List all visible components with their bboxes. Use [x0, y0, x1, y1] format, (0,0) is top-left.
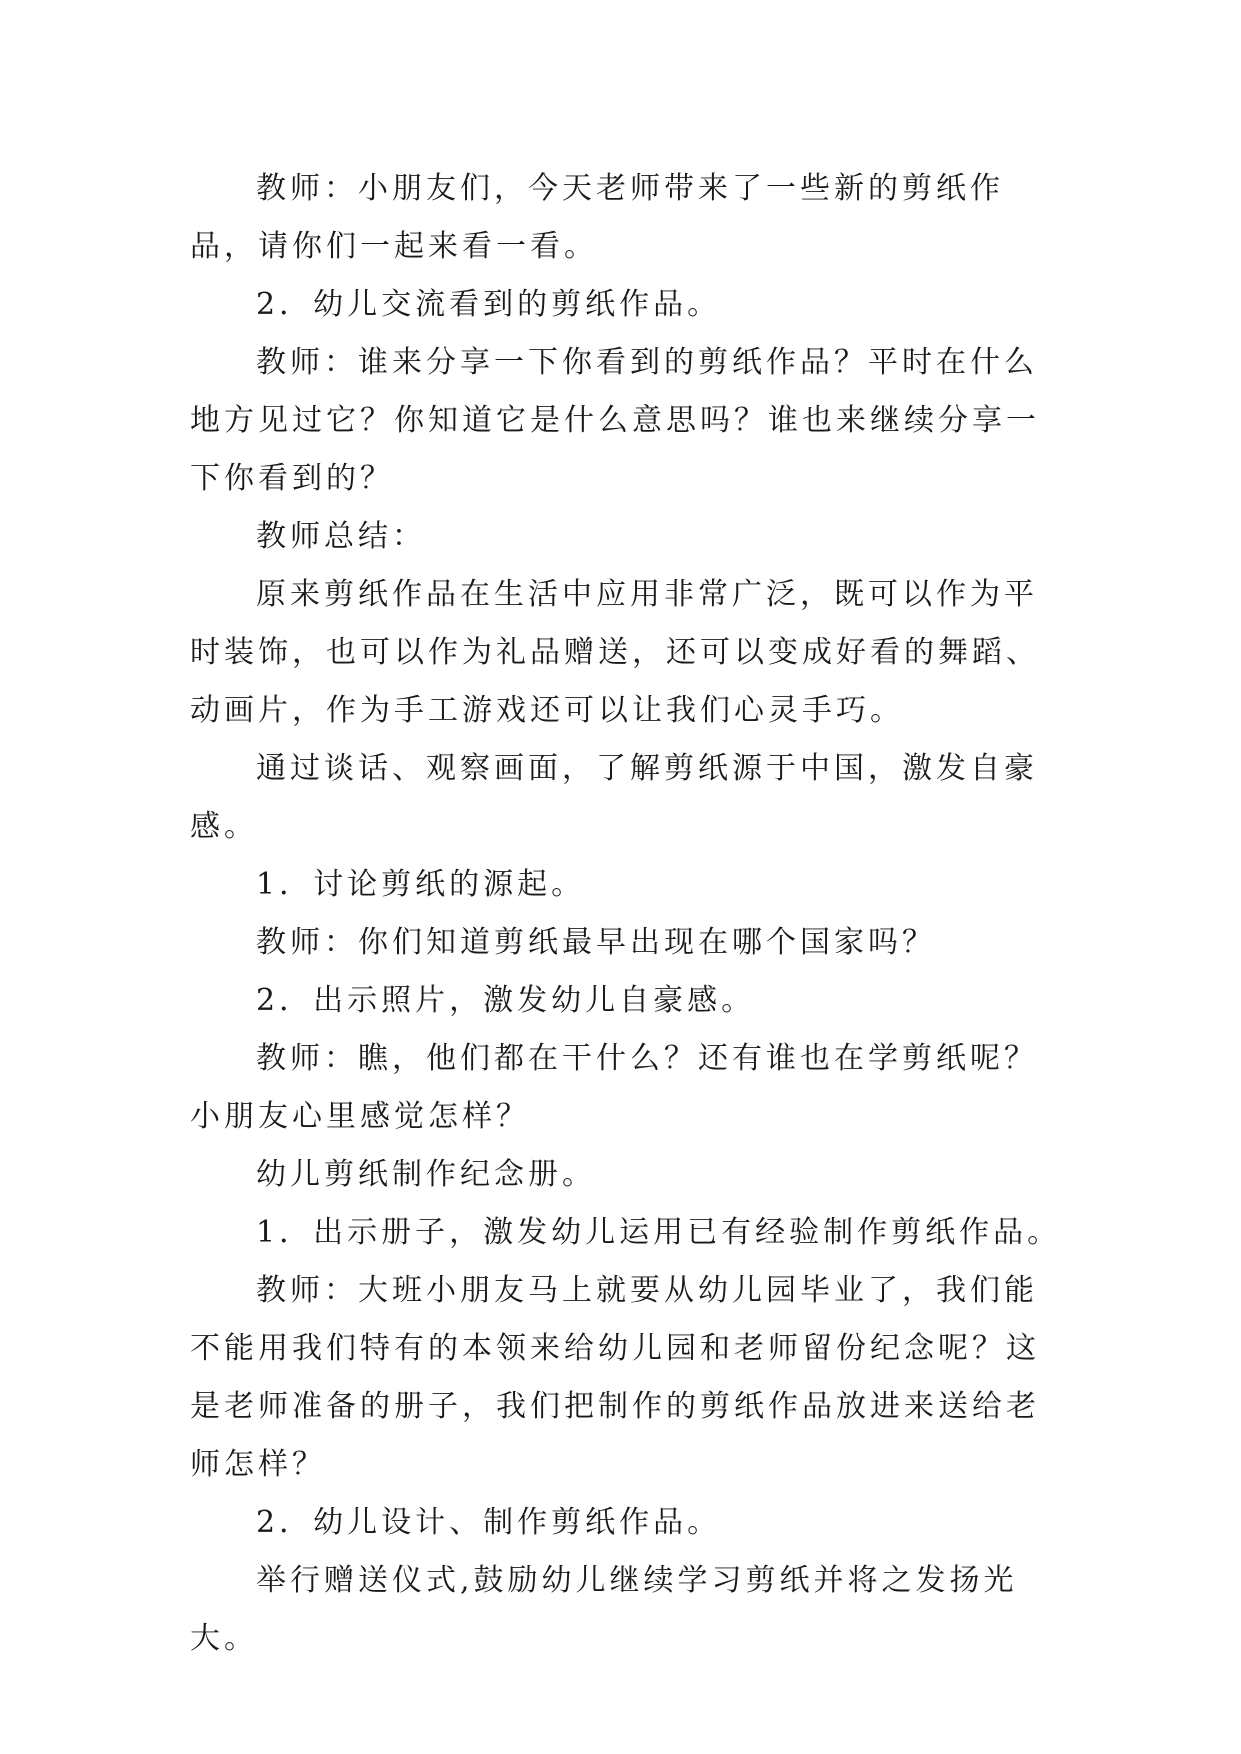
paragraph: 教师：小朋友们，今天老师带来了一些新的剪纸作品，请你们一起来看一看。: [190, 171, 1004, 264]
paragraph: 通过谈话、观察画面，了解剪纸源于中国，激发自豪感。: [190, 751, 1038, 844]
paragraph: 幼儿剪纸制作纪念册。: [256, 1157, 596, 1192]
document-page: [190, 160, 1070, 1668]
paragraph: 原来剪纸作品在生活中应用非常广泛，既可以作为平时装饰，也可以作为礼品赠送，还可以变成好看的舞蹈、动画片，作为手工游戏还可以让我们心灵手巧。: [190, 577, 1040, 728]
paragraph: 1．出示册子，激发幼儿运用已有经验制作剪纸作品。: [256, 1215, 1062, 1250]
paragraph: 教师：你们知道剪纸最早出现在哪个国家吗？: [256, 925, 936, 960]
paragraph: 举行赠送仪式,鼓励幼儿继续学习剪纸并将之发扬光大。: [190, 1563, 1018, 1656]
paragraph: 教师：瞧，他们都在干什么？还有谁也在学剪纸呢？小朋友心里感觉怎样？: [190, 1041, 1038, 1134]
paragraph: 教师总结：: [256, 519, 426, 554]
paragraph: 1．讨论剪纸的源起。: [256, 867, 586, 902]
paragraph: 2．幼儿设计、制作剪纸作品。: [256, 1505, 722, 1540]
paragraph: 2．幼儿交流看到的剪纸作品。: [256, 287, 722, 322]
paragraph: 教师：谁来分享一下你看到的剪纸作品？平时在什么地方见过它？你知道它是什么意思吗？谁也来继续分享一下你看到的？: [190, 345, 1040, 496]
paragraph: 2．出示照片，激发幼儿自豪感。: [256, 983, 756, 1018]
paragraph: 教师：大班小朋友马上就要从幼儿园毕业了，我们能不能用我们特有的本领来给幼儿园和老师留份纪念呢？这是老师准备的册子，我们把制作的剪纸作品放进来送给老师怎样？: [190, 1273, 1040, 1482]
